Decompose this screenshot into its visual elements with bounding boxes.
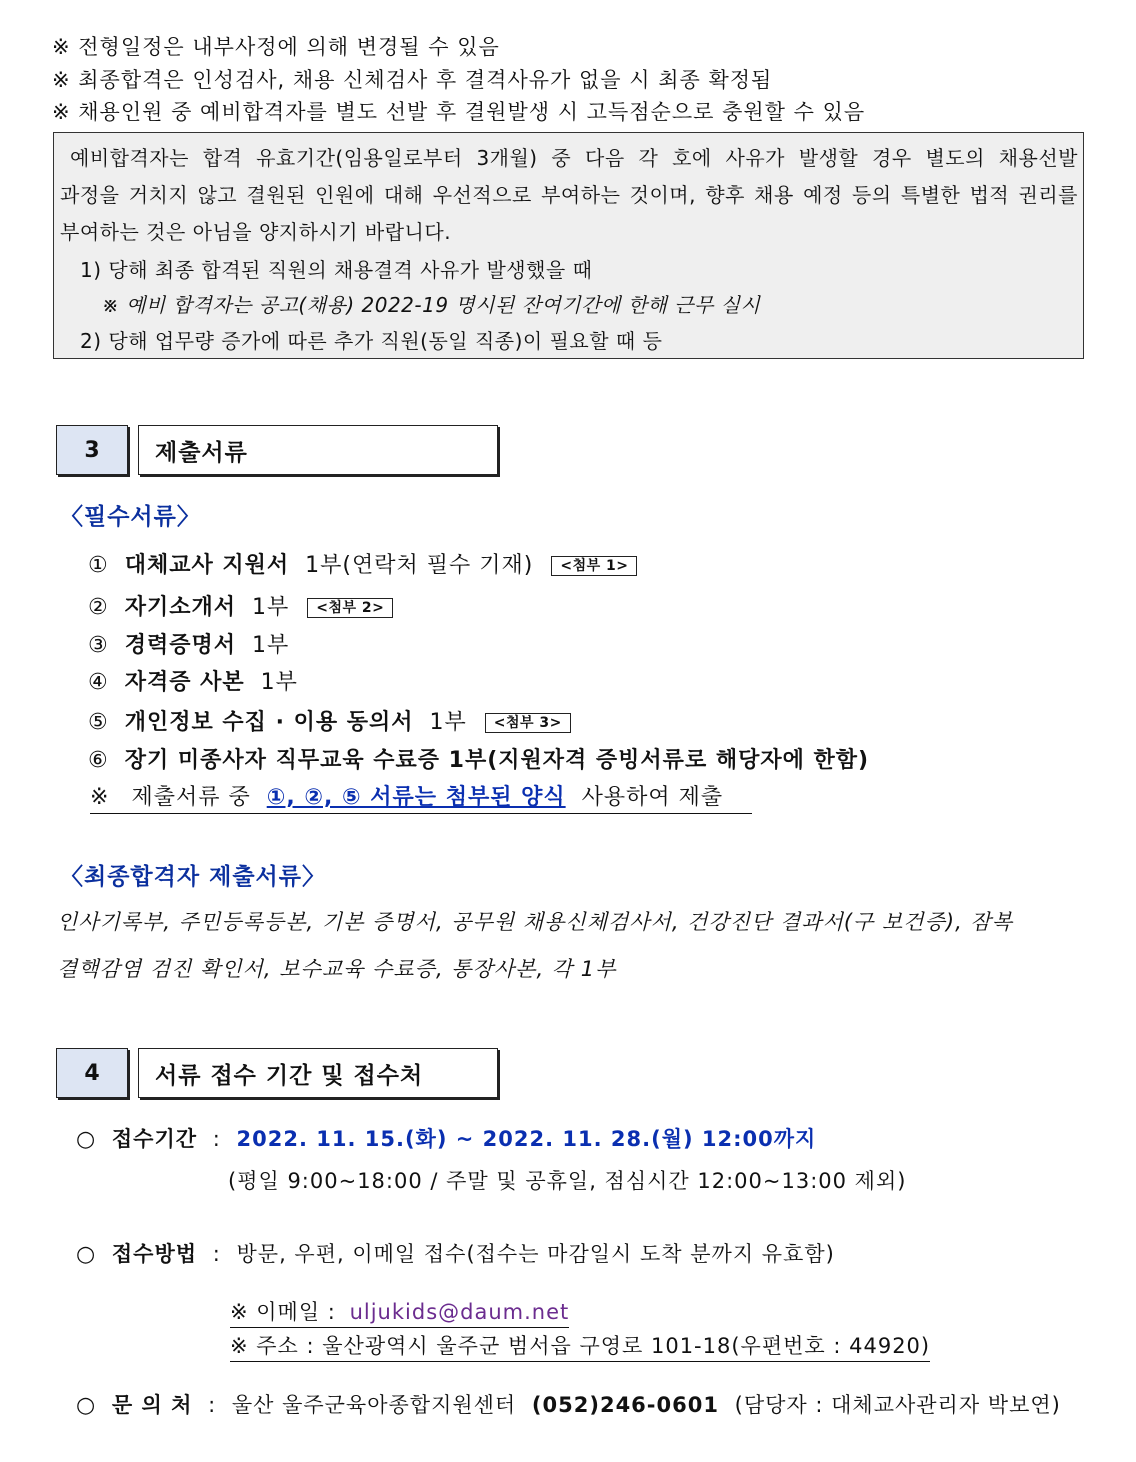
required-docs-footnote xyxy=(90,780,752,814)
doc-number: ⑥ xyxy=(88,748,109,773)
required-doc-1 xyxy=(88,548,637,579)
doc-quantity: 1부 xyxy=(252,595,290,620)
footnote-mark: ※ xyxy=(90,785,110,810)
reception-method-label: 접수방법 xyxy=(111,1242,198,1266)
attachment-tag: <첨부 1> xyxy=(551,556,637,576)
required-doc-6 xyxy=(88,743,869,774)
reception-period-value: 2022. 11. 15.(화) ~ 2022. 11. 28.(월) 12:00까지 xyxy=(236,1127,817,1151)
required-doc-5 xyxy=(88,705,571,736)
doc-number: ① xyxy=(88,553,109,578)
email-link[interactable]: uljukids@daum.net xyxy=(349,1300,570,1324)
doc-name: 개인정보 수집 · 이용 동의서 xyxy=(124,710,414,735)
required-doc-4 xyxy=(88,665,298,696)
box-item-1: 1) 당해 최종 합격된 직원의 채용결격 사유가 발생했을 때 xyxy=(80,258,593,282)
reception-period-label: 접수기간 xyxy=(111,1127,198,1151)
doc-name: 대체교사 지원서 xyxy=(124,553,290,578)
box-line-3: 부여하는 것은 아님을 양지하시기 바랍니다. xyxy=(60,220,452,244)
footnote-template-docs: ①, ②, ⑤ 서류는 첨부된 양식 xyxy=(266,785,566,810)
section-3-number: 3 xyxy=(56,425,128,475)
attachment-tag: <첨부 3> xyxy=(485,713,571,733)
doc-number: ④ xyxy=(88,670,109,695)
section-3-title: 제출서류 xyxy=(138,425,498,475)
doc-number: ② xyxy=(88,595,109,620)
box-line-1: 예비합격자는 합격 유효기간(임용일로부터 3개월) 중 다음 각 호에 사유가 발생할 경우 별도의 채용선발 xyxy=(70,146,1078,170)
doc-quantity: 1부 xyxy=(429,710,467,735)
doc-name: 장기 미종사자 직무교육 수료증 1부(지원자격 증빙서류로 해당자에 한함) xyxy=(124,748,870,773)
doc-number: ⑤ xyxy=(88,710,109,735)
reception-method-value: 방문, 우편, 이메일 접수(접수는 마감일시 도착 분까지 유효함) xyxy=(236,1242,835,1266)
footnote-text-c: 사용하여 제출 xyxy=(581,785,724,810)
doc-quantity: 1부 xyxy=(252,633,290,658)
contact-person: (담당자 : 대체교사관리자 박보연) xyxy=(734,1393,1061,1417)
required-doc-2 xyxy=(88,590,393,621)
section-4-title: 서류 접수 기간 및 접수처 xyxy=(138,1048,498,1098)
final-docs-line-2: 결핵감염 검진 확인서, 보수교육 수료증, 통장사본, 각 1부 xyxy=(57,957,617,981)
doc-quantity: 1부(연락처 필수 기재) xyxy=(305,553,534,578)
attachment-tag: <첨부 2> xyxy=(307,598,393,618)
doc-quantity: 1부 xyxy=(260,670,298,695)
reception-method-row xyxy=(76,1238,835,1268)
contact-label: 문 의 처 xyxy=(111,1393,193,1417)
contact-center: 울산 울주군육아종합지원센터 xyxy=(231,1393,517,1417)
doc-name: 자기소개서 xyxy=(124,595,236,620)
box-line-2: 과정을 거치지 않고 결원된 인원에 대해 우선적으로 부여하는 것이며, 향후 채용 예정 등의 특별한 법적 권리를 xyxy=(60,183,1078,207)
note-reserve-candidates: ※ 채용인원 중 예비합격자를 별도 선발 후 결원발생 시 고득점순으로 충원할 수 있음 xyxy=(52,100,866,124)
doc-name: 자격증 사본 xyxy=(124,670,245,695)
final-docs-heading: 〈최종합격자 제출서류〉 xyxy=(60,864,326,890)
box-item-1-note: ※ 예비 합격자는 공고(채용) 2022-19 명시된 잔여기간에 한해 근무 실시 xyxy=(102,293,761,317)
reception-hours: (평일 9:00~18:00 / 주말 및 공휴일, 점심시간 12:00~13:00 제외) xyxy=(228,1169,907,1193)
colon: : xyxy=(212,1127,221,1151)
final-docs-line-1: 인사기록부, 주민등록등본, 기본 증명서, 공무원 채용신체검사서, 건강진단 결과서(구 보건증), 잠복 xyxy=(57,910,1013,934)
required-doc-3 xyxy=(88,628,289,659)
contact-row xyxy=(76,1389,1061,1419)
reception-period-row xyxy=(76,1123,816,1153)
address-row: ※ 주소 : 울산광역시 울주군 범서읍 구영로 101-18(우편번호 : 44920) xyxy=(230,1330,930,1362)
box-item-2: 2) 당해 업무량 증가에 따른 추가 직원(동일 직종)이 필요할 때 등 xyxy=(80,329,663,353)
section-4-number: 4 xyxy=(56,1048,128,1098)
colon: : xyxy=(212,1242,221,1266)
circle-bullet: ○ xyxy=(76,1127,97,1152)
note-final-confirmation: ※ 최종합격은 인성검사, 채용 신체검사 후 결격사유가 없을 시 최종 확정됨 xyxy=(52,68,773,92)
doc-name: 경력증명서 xyxy=(124,633,236,658)
doc-number: ③ xyxy=(88,633,109,658)
email-row xyxy=(230,1296,569,1328)
email-label: ※ 이메일 : xyxy=(230,1300,336,1324)
circle-bullet: ○ xyxy=(76,1242,97,1267)
colon: : xyxy=(208,1393,217,1417)
required-docs-heading: 〈필수서류〉 xyxy=(60,504,201,530)
circle-bullet: ○ xyxy=(76,1393,97,1418)
footnote-text-a: 제출서류 중 xyxy=(131,785,251,810)
note-schedule-change: ※ 전형일정은 내부사정에 의해 변경될 수 있음 xyxy=(52,35,500,59)
contact-phone: (052)246-0601 xyxy=(531,1393,719,1417)
reserve-info-box xyxy=(53,132,1084,359)
